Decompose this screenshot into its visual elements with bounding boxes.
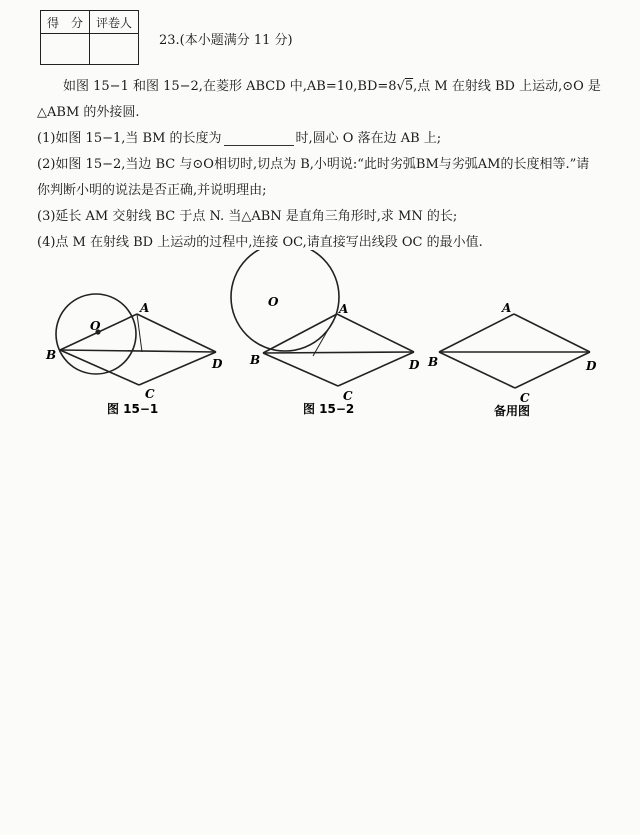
caption-fig1: 图 15−1 — [107, 402, 159, 416]
side-cd-fig3 — [515, 352, 590, 388]
part-3: (3)延长 AM 交射线 BC 于点 N. 当△ABN 是直角三角形时,求 MN 的长; — [37, 209, 458, 224]
side-ad-fig2 — [337, 314, 414, 352]
figures — [0, 250, 640, 430]
grader-header: 评卷人 — [90, 11, 139, 34]
side-bc-fig1 — [60, 350, 139, 385]
side-bc-fig2 — [263, 353, 338, 386]
side-cd-fig2 — [338, 352, 414, 386]
segment-am-fig1 — [137, 314, 142, 352]
sqrt-radicand: 5 — [404, 79, 414, 94]
caption-fig2: 图 15−2 — [303, 402, 355, 416]
figure-backup — [439, 314, 590, 388]
label-d-fig3: D — [586, 359, 597, 373]
part-4: (4)点 M 在射线 BD 上运动的过程中,连接 OC,请直接写出线段 OC 的最小值. — [37, 235, 483, 250]
score-table — [40, 10, 139, 65]
label-a-fig3: A — [502, 301, 512, 315]
label-o-fig2: O — [268, 295, 279, 309]
label-b-fig2: B — [250, 353, 261, 367]
label-o-fig1: O — [90, 319, 101, 333]
intro-line: 如图 15−1 和图 15−2,在菱形 ABCD 中,AB=10,BD=8√5,点 M 在射线 BD 上运动,⊙O 是 — [63, 79, 601, 94]
diagonal-bd-fig1 — [60, 350, 216, 352]
side-ad-fig3 — [514, 314, 590, 352]
score-cell — [41, 34, 90, 65]
label-d-fig2: D — [409, 358, 420, 372]
side-bc-fig3 — [439, 352, 515, 388]
problem-text — [37, 74, 622, 256]
grader-cell — [90, 34, 139, 65]
label-c-fig3: C — [520, 391, 530, 405]
label-d-fig1: D — [212, 357, 223, 371]
side-ad-fig1 — [137, 314, 216, 352]
figure-15-1 — [56, 294, 216, 385]
intro-line-2: △ABM 的外接圆. — [37, 105, 140, 120]
sqrt-sign: √ — [396, 79, 405, 94]
part-1: (1)如图 15−1,当 BM 的长度为 时,圆心 O 落在边 AB 上; — [37, 131, 442, 146]
label-b-fig1: B — [46, 348, 57, 362]
label-c-fig1: C — [145, 387, 155, 401]
side-cd-fig1 — [139, 352, 216, 385]
answer-blank[interactable] — [224, 131, 294, 146]
label-a-fig1: A — [140, 301, 150, 315]
part-2-cont: 你判断小明的说法是否正确,并说明理由; — [37, 183, 267, 198]
label-b-fig3: B — [428, 355, 439, 369]
label-c-fig2: C — [343, 389, 353, 403]
score-header: 得 分 — [41, 11, 90, 34]
diagonal-bd-fig2 — [263, 352, 414, 353]
label-a-fig2: A — [339, 302, 349, 316]
circle-o-fig2 — [231, 250, 339, 351]
side-ab-fig3 — [439, 314, 514, 352]
question-heading: 23.(本小题满分 11 分) — [159, 33, 293, 48]
part-2: (2)如图 15−2,当边 BC 与⊙O相切时,切点为 B,小明说:“此时劣弧BM与劣弧AM的长度相等.”请 — [37, 157, 590, 172]
caption-fig3: 备用图 — [494, 404, 531, 418]
